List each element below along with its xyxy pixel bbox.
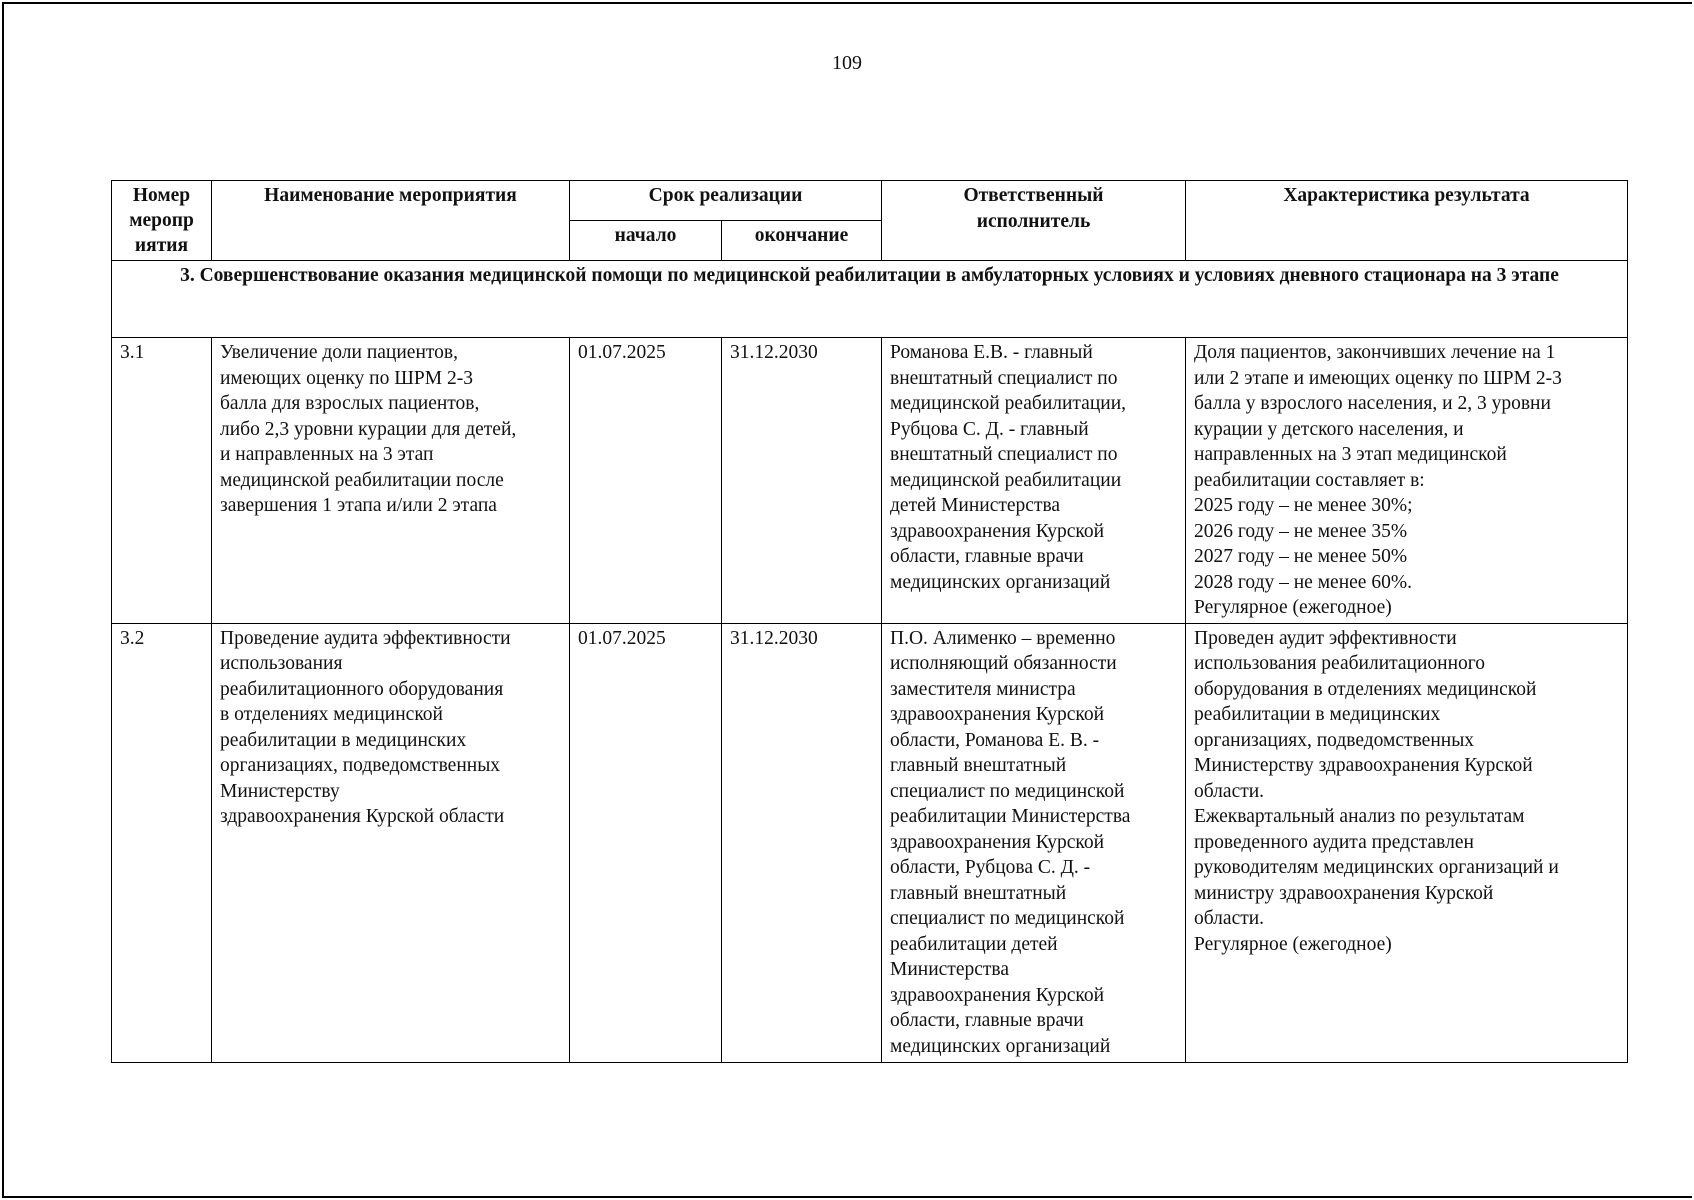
row-responsible: П.О. Алименко – временно исполняющий обязанности заместителя министра здравоохранения Курской области, Романова Е. В. - главный внештатный специалист по медицинской реабилитации Министерства здравоохранения Курской области, Рубцова С. Д. - главный внештатный специалист по медицинской реабилитации детей Министерства здравоохранения Курской области, главные врачи медицинских организаций (882, 623, 1186, 1062)
header-row-1 (112, 181, 1628, 221)
page-number: 109 (832, 52, 862, 74)
section-row (112, 261, 1628, 338)
header-result: Характеристика результата (1186, 181, 1628, 261)
row-number: 3.1 (112, 338, 212, 624)
row-responsible: Романова Е.В. - главный внештатный специалист по медицинской реабилитации, Рубцова С. Д. - главный внештатный специалист по медицинской реабилитации детей Министерства здравоохранения Курской области, главные врачи медицинских организаций (882, 338, 1186, 624)
row-end: 31.12.2030 (722, 338, 882, 624)
row-result: Доля пациентов, закончивших лечение на 1 или 2 этапе и имеющих оценку по ШРМ 2-3 балла у взрослого населения, и 2, 3 уровни курации у детского населения, и направленных на 3 этап медицинской реабилитации составляет в: 2025 году – не менее 30%; 2026 году – не менее 35% 2027 году – не менее 50% 2028 году – не менее 60%. Регулярное (ежегодное) (1186, 338, 1628, 624)
table-row (112, 338, 1628, 624)
row-result: Проведен аудит эффективности использования реабилитационного оборудования в отделениях медицинской реабилитации в медицинских организациях, подведомственных Министерству здравоохранения Курской области. Ежеквартальный анализ по результатам проведенного аудита представлен руководителям медицинских организаций и министру здравоохранения Курской области. Регулярное (ежегодное) (1186, 623, 1628, 1062)
header-name: Наименование мероприятия (212, 181, 570, 261)
activities-table (111, 180, 1628, 1063)
row-name: Увеличение доли пациентов, имеющих оценку по ШРМ 2-3 балла для взрослых пациентов, либо 2,3 уровни курации для детей, и направленных на 3 этап медицинской реабилитации после завершения 1 этапа и/или 2 этапа (212, 338, 570, 624)
table-row (112, 623, 1628, 1062)
row-start: 01.07.2025 (570, 338, 722, 624)
section-title: 3. Совершенствование оказания медицинской помощи по медицинской реабилитации в амбулаторных условиях и условиях дневного стационара на 3 этапе (112, 261, 1628, 338)
row-end: 31.12.2030 (722, 623, 882, 1062)
header-number: Номер меропр иятия (112, 181, 212, 261)
header-term: Срок реализации (570, 181, 882, 221)
header-responsible: Ответственный исполнитель (882, 181, 1186, 261)
row-start: 01.07.2025 (570, 623, 722, 1062)
header-start: начало (570, 221, 722, 261)
row-number: 3.2 (112, 623, 212, 1062)
header-end: окончание (722, 221, 882, 261)
row-name: Проведение аудита эффективности использования реабилитационного оборудования в отделениях медицинской реабилитации в медицинских организациях, подведомственных Министерству здравоохранения Курской области (212, 623, 570, 1062)
